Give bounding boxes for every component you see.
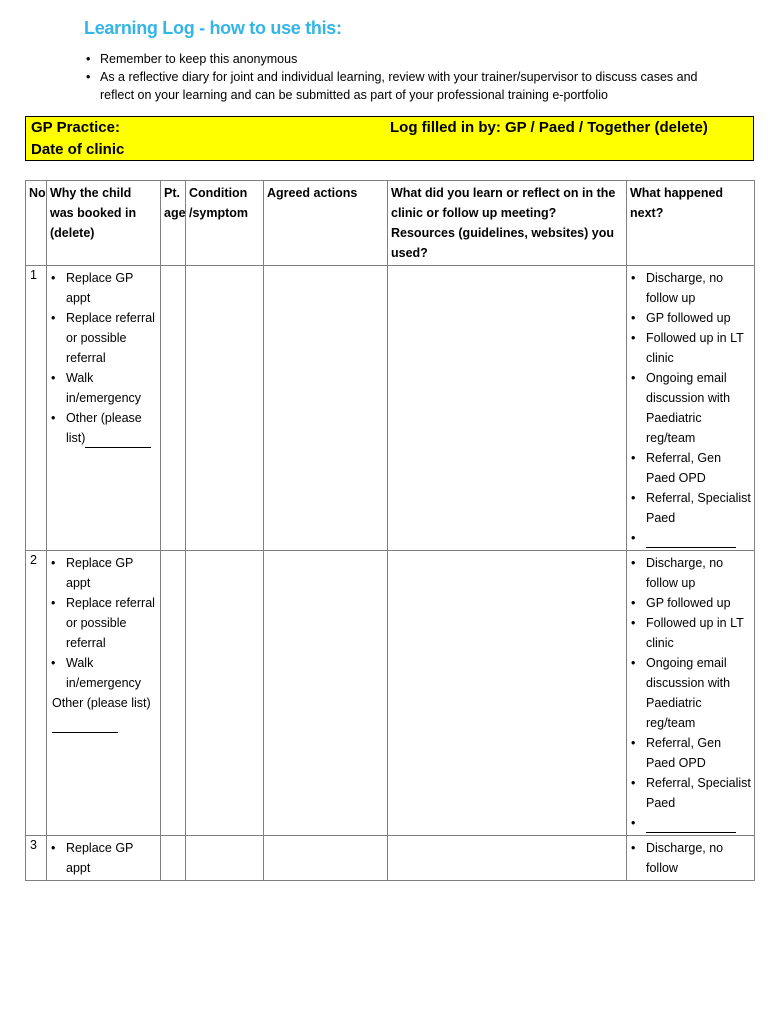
outcome-label: GP followed up [646, 311, 731, 325]
other-outcome-blank-line[interactable] [646, 818, 736, 833]
learning-cell[interactable] [388, 266, 627, 551]
outcome-label: Ongoing email discussion with Paediatric reg/team [646, 371, 731, 445]
bullet-icon: • [51, 841, 56, 855]
bullet-icon: • [631, 616, 636, 630]
bullet-icon: • [631, 451, 636, 465]
col-header-condition: Condition /symptom [186, 181, 264, 266]
bullet-icon: • [86, 52, 91, 66]
col-header-no: No [26, 181, 47, 266]
intro-item [84, 68, 724, 104]
pt-age-cell[interactable] [161, 551, 186, 836]
condition-cell[interactable] [186, 836, 264, 881]
list-item [630, 653, 751, 733]
gp-practice-label[interactable]: GP Practice: [31, 119, 120, 136]
condition-cell[interactable] [186, 551, 264, 836]
bullet-icon: • [631, 491, 636, 505]
bullet-icon: • [631, 331, 636, 345]
row-number: 2 [26, 551, 47, 836]
bullet-icon: • [51, 556, 56, 570]
bullet-icon: • [51, 411, 56, 425]
practice-info-box [25, 116, 754, 161]
list-item [50, 268, 157, 308]
list-item [630, 368, 751, 448]
intro-text: Remember to keep this anonymous [100, 52, 298, 66]
list-item [50, 593, 157, 653]
bullet-icon: • [631, 776, 636, 790]
reason-label: Walk in/emergency [66, 371, 142, 405]
log-filled-by-label[interactable]: Log filled in by: GP / Paed / Together (delete) [390, 119, 708, 136]
col-header-what-next: What happened next? [627, 181, 755, 266]
col-header-agreed-actions: Agreed actions [264, 181, 388, 266]
booking-reason-cell[interactable] [47, 836, 161, 881]
bullet-icon: • [631, 531, 636, 545]
list-item [50, 368, 157, 408]
reason-label: Walk in/emergency [66, 656, 142, 690]
page-title: Learning Log - how to use this: [84, 18, 342, 38]
outcome-label: Referral, Specialist Paed [646, 776, 751, 810]
list-item [630, 813, 751, 833]
outcome-label: Discharge, no follow up [646, 556, 724, 590]
booking-reason-cell[interactable] [47, 551, 161, 836]
col-header-learning: What did you learn or reflect on in the clinic or follow up meeting? Resources (guidelines, websites) you used? [388, 181, 627, 266]
list-item [630, 773, 751, 813]
intro-instructions [84, 50, 724, 104]
pt-age-cell[interactable] [161, 836, 186, 881]
learning-cell[interactable] [388, 836, 627, 881]
list-item [630, 448, 751, 488]
bullet-icon: • [631, 816, 636, 830]
outcome-label: Referral, Specialist Paed [646, 491, 751, 525]
bullet-icon: • [631, 736, 636, 750]
bullet-icon: • [51, 271, 56, 285]
list-item [630, 528, 751, 548]
reason-label: Replace GP appt [66, 841, 134, 875]
col-header-why-booked: Why the child was booked in (delete) [47, 181, 161, 266]
reason-label: Replace GP appt [66, 271, 134, 305]
list-item [50, 553, 157, 593]
other-blank-line[interactable] [52, 718, 118, 733]
bullet-icon: • [631, 271, 636, 285]
bullet-icon: • [631, 596, 636, 610]
list-item [630, 328, 751, 368]
list-item [630, 308, 751, 328]
list-item [50, 308, 157, 368]
agreed-actions-cell[interactable] [264, 266, 388, 551]
agreed-actions-cell[interactable] [264, 551, 388, 836]
bullet-icon: • [631, 556, 636, 570]
condition-cell[interactable] [186, 266, 264, 551]
what-next-cell[interactable] [627, 836, 755, 881]
agreed-actions-cell[interactable] [264, 836, 388, 881]
what-next-cell[interactable] [627, 551, 755, 836]
reason-label: Replace referral or possible referral [66, 311, 155, 365]
pt-age-cell[interactable] [161, 266, 186, 551]
outcome-label: Referral, Gen Paed OPD [646, 451, 722, 485]
list-item [50, 653, 157, 693]
row-number: 1 [26, 266, 47, 551]
bullet-icon: • [51, 311, 56, 325]
reason-label: Replace GP appt [66, 556, 134, 590]
other-reason [50, 693, 157, 733]
booking-reason-cell[interactable] [47, 266, 161, 551]
bullet-icon: • [631, 656, 636, 670]
outcome-label: Followed up in LT clinic [646, 616, 744, 650]
outcome-label: Referral, Gen Paed OPD [646, 736, 722, 770]
learning-cell[interactable] [388, 551, 627, 836]
list-item [630, 733, 751, 773]
list-item [630, 593, 751, 613]
bullet-icon: • [631, 311, 636, 325]
bullet-icon: • [631, 841, 636, 855]
outcome-label: Discharge, no follow up [646, 271, 724, 305]
table-header-row [26, 181, 755, 266]
reason-label: Other (please list) [52, 696, 151, 710]
reason-label: Replace referral or possible referral [66, 596, 155, 650]
list-item [630, 268, 751, 308]
col-header-pt-age: Pt. age [161, 181, 186, 266]
outcome-label: GP followed up [646, 596, 731, 610]
list-item [50, 408, 157, 448]
date-of-clinic-label[interactable]: Date of clinic [31, 141, 125, 158]
bullet-icon: • [51, 371, 56, 385]
outcome-label: Discharge, no follow [646, 841, 724, 875]
reason-label: Other (please list) [66, 411, 142, 445]
other-outcome-blank-line[interactable] [646, 533, 736, 548]
row-number: 3 [26, 836, 47, 881]
what-next-cell[interactable] [627, 266, 755, 551]
list-item [630, 613, 751, 653]
outcome-label: Followed up in LT clinic [646, 331, 744, 365]
bullet-icon: • [86, 70, 91, 84]
list-item [630, 553, 751, 593]
table-row [26, 551, 755, 836]
bullet-icon: • [51, 596, 56, 610]
table-row [26, 836, 755, 881]
list-item [630, 488, 751, 528]
bullet-icon: • [51, 656, 56, 670]
other-blank-line[interactable] [85, 433, 151, 448]
intro-item [84, 50, 724, 68]
learning-log-table [25, 180, 755, 881]
list-item [50, 838, 157, 878]
outcome-label: Ongoing email discussion with Paediatric reg/team [646, 656, 731, 730]
bullet-icon: • [631, 371, 636, 385]
table-row [26, 266, 755, 551]
intro-text: As a reflective diary for joint and individual learning, review with your trainer/supervisor to discuss cases and reflect on your learning and can be submitted as part of your professional training e-portfolio [100, 70, 698, 102]
list-item [630, 838, 751, 878]
